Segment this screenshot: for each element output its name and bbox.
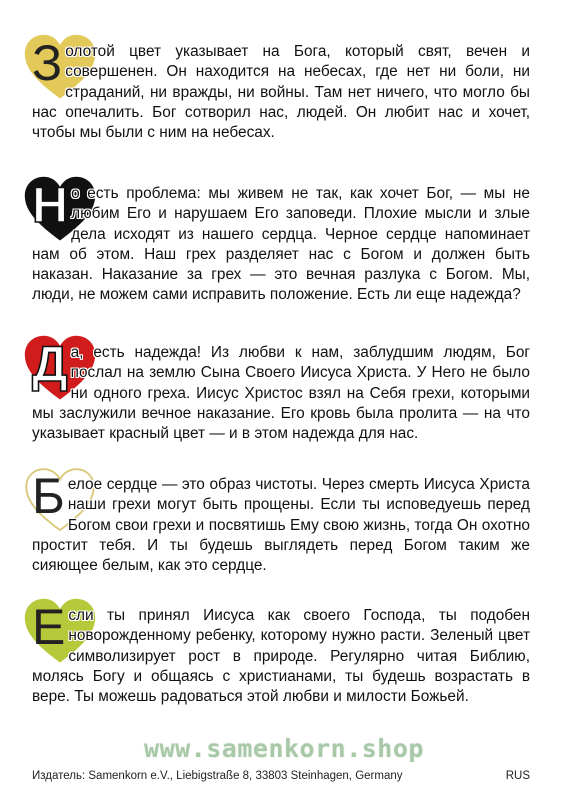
- website-url[interactable]: www.samenkorn.shop: [144, 734, 424, 763]
- drop-cap: Е: [32, 599, 66, 655]
- language-code: RUS: [505, 770, 530, 782]
- section-white: [32, 468, 530, 576]
- footer: [32, 770, 530, 782]
- drop-cap: З: [32, 35, 63, 91]
- section-black: [32, 177, 530, 306]
- section-text: Белое сердце — это образ чистоты. Через смерть Иисуса Христа наши грехи могут быть прощены. Если ты исповедуешь перед Богом свои грехи и посвятишь Ему свою жизнь, тогда Он охотно простит тебя. И ты будешь выглядеть перед Богом таким же сияющее белым, как это сердце.: [32, 468, 530, 575]
- drop-cap: Б: [32, 468, 65, 524]
- drop-cap: Д: [32, 336, 68, 392]
- section-text: Но есть проблема: мы живем не так, как хочет Бог, — мы не любим Его и нарушаем Его заповеди. Плохие мысли и злые дела исходят из нашего сердца. Черное сердце напоминает нам об этом. Наш грех разделяет нас с Богом и должен быть наказан. Наказание за грех — это вечная разлука с Богом. Мы, люди, не можем сами исправить положение. Есть ли еще надежда?: [32, 177, 530, 304]
- section-text: Если ты принял Иисуса как своего Господа, ты подобен новорожденному ребенку, которому нужно расти. Зеленый цвет символизирует рост в природе. Регулярно читая Библию, молясь Богу и общаясь с христианами, ты будешь возрастать в вере. Ты можешь радоваться этой любви и милости Божьей.: [32, 599, 530, 706]
- section-text: Золотой цвет указывает на Бога, который свят, вечен и совершенен. Он находится на небесах, где нет ни боли, ни страданий, ни вражды, ни войны. Там нет ничего, что могло бы нас опечалить. Бог сотворил нас, людей. Он любит нас и хочет, чтобы мы были с ним на небесах.: [32, 35, 530, 142]
- section-text: Да, есть надежда! Из любви к нам, заблудшим людям, Бог послал на землю Сына Своего Иисуса Христа. У Него не было ни одного греха. Иисус Христос взял на Себя грехи, которыми мы заслужили вечное наказание. Его кровь была пролита — на что указывает красный цвет — и в этом надежда для нас.: [32, 336, 530, 443]
- section-green: [32, 599, 530, 707]
- publisher-info: Издатель: Samenkorn e.V., Liebigstraße 8, 33803 Steinhagen, Germany: [32, 770, 403, 782]
- drop-cap: Н: [32, 177, 69, 233]
- section-gold: [32, 35, 530, 143]
- section-red: [32, 336, 530, 444]
